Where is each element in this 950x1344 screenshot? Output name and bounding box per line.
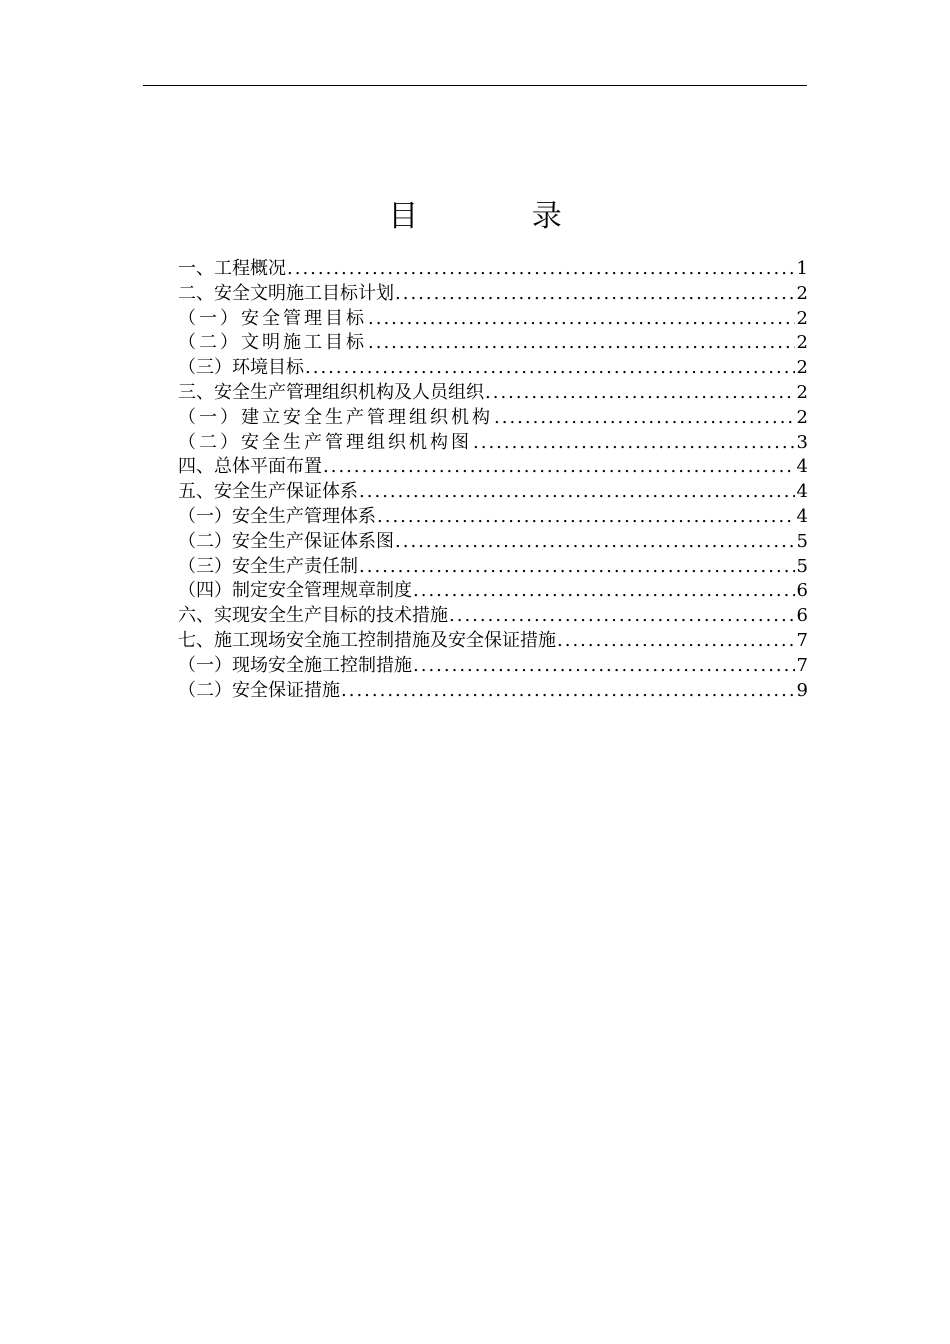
toc-entry-page-number: 6 [796, 605, 808, 627]
toc-entry-label: 七、施工现场安全施工控制措施及安全保证措施 [178, 629, 556, 651]
toc-entry-label: （四）制定安全管理规章制度 [178, 580, 412, 602]
toc-dot-leader [287, 257, 795, 282]
toc-entry[interactable] [178, 555, 808, 580]
toc-dot-leader [323, 455, 795, 480]
toc-entry[interactable] [178, 406, 808, 431]
toc-entry-page-number: 5 [796, 530, 808, 552]
toc-entry-page-number: 1 [796, 258, 808, 279]
toc-entry[interactable] [178, 282, 808, 307]
toc-entry-label: （一）安全管理目标 [178, 307, 367, 329]
toc-entry-page-number: 9 [796, 679, 808, 701]
toc-entry[interactable] [178, 455, 808, 480]
toc-entry[interactable] [178, 530, 808, 555]
toc-dot-leader [368, 307, 795, 332]
toc-entry[interactable] [178, 629, 808, 654]
header-rule [143, 85, 807, 86]
toc-entry-page-number: 7 [796, 629, 808, 651]
toc-entry-label: （三）环境目标 [178, 357, 304, 379]
toc-entry-page-number: 2 [796, 406, 808, 428]
toc-entry[interactable] [178, 679, 808, 704]
toc-entry-page-number: 3 [796, 431, 808, 453]
toc-dot-leader [557, 629, 795, 654]
toc-entry-label: 四、总体平面布置 [178, 456, 322, 478]
toc-dot-leader [368, 331, 795, 356]
toc-dot-leader [449, 604, 795, 629]
toc-entry-page-number: 5 [796, 555, 808, 577]
toc-entry-label: （二）安全保证措施 [178, 679, 340, 701]
toc-entry-label: 六、实现安全生产目标的技术措施 [178, 605, 448, 627]
toc-entry[interactable] [178, 307, 808, 332]
toc-entry[interactable] [178, 505, 808, 530]
toc-dot-leader [473, 431, 795, 456]
toc-entry-page-number: 2 [796, 332, 808, 354]
toc-entry[interactable] [178, 331, 808, 356]
toc-dot-leader [413, 654, 795, 679]
toc-list [178, 257, 808, 703]
toc-dot-leader [305, 356, 795, 381]
toc-entry-label: 三、安全生产管理组织机构及人员组织 [178, 381, 484, 403]
toc-entry-page-number: 2 [796, 381, 808, 403]
toc-entry-page-number: 2 [796, 307, 808, 329]
toc-dot-leader [377, 505, 795, 530]
toc-entry[interactable] [178, 654, 808, 679]
toc-entry-page-number: 6 [796, 580, 808, 602]
toc-entry-label: （一）安全生产管理体系 [178, 505, 376, 527]
toc-entry[interactable] [178, 431, 808, 456]
toc-entry[interactable] [178, 480, 808, 505]
toc-dot-leader [494, 406, 795, 431]
toc-title: 目 录 [388, 199, 614, 234]
toc-entry[interactable] [178, 604, 808, 629]
toc-entry-page-number: 2 [796, 282, 808, 304]
toc-entry-label: （一）建立安全生产管理组织机构 [178, 406, 493, 428]
toc-entry-page-number: 7 [796, 654, 808, 676]
toc-entry-label: （三）安全生产责任制 [178, 555, 358, 577]
toc-entry-label: （二）文明施工目标 [178, 332, 367, 354]
toc-entry-page-number: 2 [796, 357, 808, 379]
toc-dot-leader [395, 282, 795, 307]
toc-entry-label: 一、工程概况 [178, 258, 286, 279]
toc-entry-label: （二）安全生产管理组织机构图 [178, 431, 472, 453]
toc-entry-label: 五、安全生产保证体系 [178, 481, 358, 503]
toc-dot-leader [359, 480, 795, 505]
toc-dot-leader [359, 555, 795, 580]
toc-dot-leader [341, 679, 795, 704]
toc-entry[interactable] [178, 356, 808, 381]
toc-dot-leader [413, 579, 795, 604]
toc-entry[interactable] [178, 381, 808, 406]
toc-entry-page-number: 4 [796, 505, 808, 527]
toc-entry-page-number: 4 [796, 481, 808, 503]
toc-dot-leader [395, 530, 795, 555]
toc-entry[interactable] [178, 579, 808, 604]
toc-entry-label: （二）安全生产保证体系图 [178, 530, 394, 552]
toc-dot-leader [485, 381, 795, 406]
toc-entry[interactable] [178, 257, 808, 282]
toc-entry-label: （一）现场安全施工控制措施 [178, 654, 412, 676]
toc-entry-page-number: 4 [796, 456, 808, 478]
toc-entry-label: 二、安全文明施工目标计划 [178, 282, 394, 304]
